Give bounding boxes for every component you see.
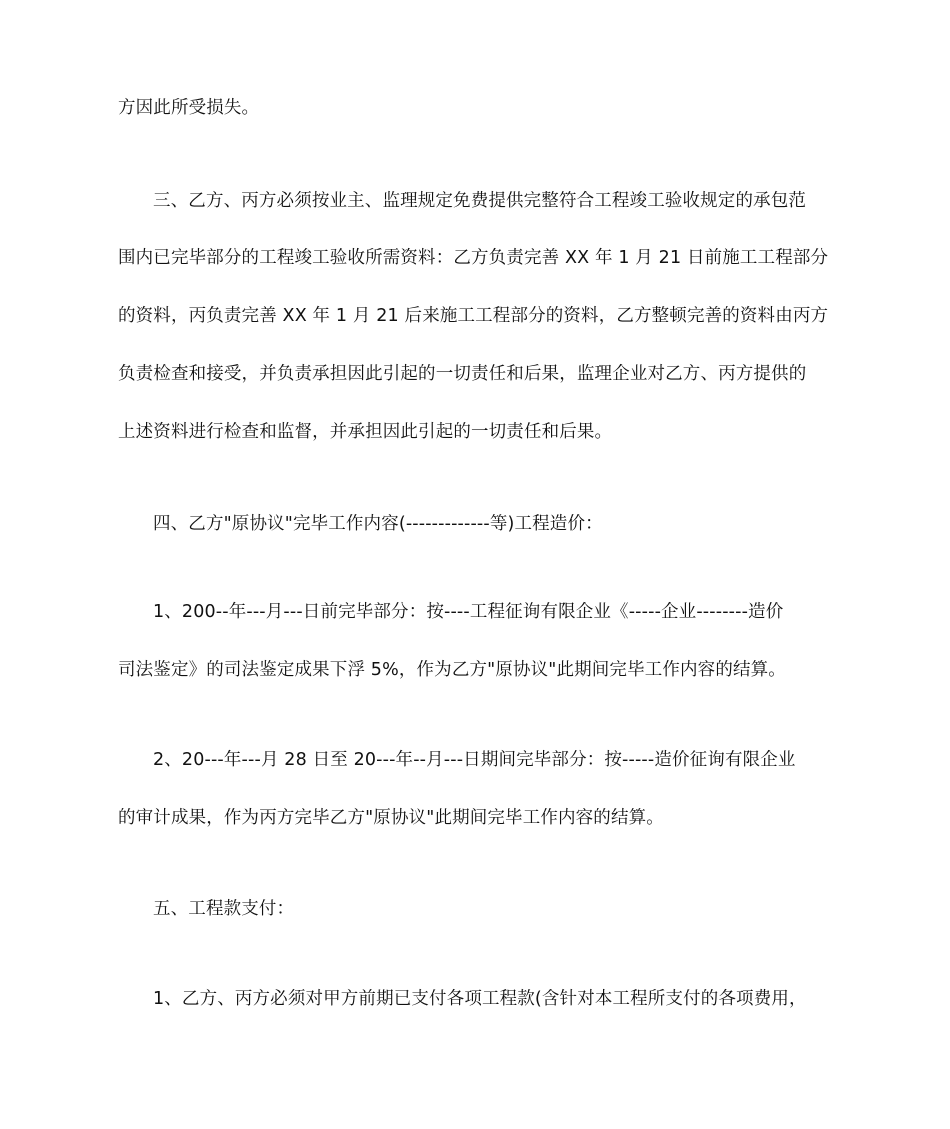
clause-5-heading: 五、工程款支付： bbox=[153, 899, 295, 919]
clause-4-heading: 四、乙方"原协议"完毕工作内容(-------------等)工程造价： bbox=[153, 514, 603, 534]
clause-3-line-3: 的资料，丙负责完善 XX 年 1 月 21 后来施工工程部分的资料，乙方整顿完善的资料由丙方 bbox=[118, 306, 829, 326]
clause-4-item-1-line-2: 司法鉴定》的司法鉴定成果下浮 5%，作为乙方"原协议"此期间完毕工作内容的结算。 bbox=[118, 660, 786, 680]
clause-3-line-2: 围内已完毕部分的工程竣工验收所需资料：乙方负责完善 XX 年 1 月 21 日前施工工程部分 bbox=[118, 248, 829, 268]
clause-4-item-2-line-2: 的审计成果，作为丙方完毕乙方"原协议"此期间完毕工作内容的结算。 bbox=[118, 808, 664, 828]
paragraph-continuation-line: 方因此所受损失。 bbox=[118, 98, 260, 118]
clause-4-item-1-line-1: 1、200--年---月---日前完毕部分：按----工程征询有限企业《-----企业--------造价 bbox=[153, 602, 784, 622]
clause-4-item-2-line-1: 2、20---年---月 28 日至 20---年--月---日期间完毕部分：按-----造价征询有限企业 bbox=[153, 750, 796, 770]
clause-3-line-4: 负责检查和接受，并负责承担因此引起的一切责任和后果，监理企业对乙方、丙方提供的 bbox=[118, 364, 807, 384]
clause-3-line-5: 上述资料进行检查和监督，并承担因此引起的一切责任和后果。 bbox=[118, 422, 613, 442]
clause-5-item-1-line-1: 1、乙方、丙方必须对甲方前期已支付各项工程款(含针对本工程所支付的各项费用， bbox=[153, 989, 807, 1009]
clause-3-line-1: 三、乙方、丙方必须按业主、监理规定免费提供完整符合工程竣工验收规定的承包范 bbox=[153, 191, 807, 211]
